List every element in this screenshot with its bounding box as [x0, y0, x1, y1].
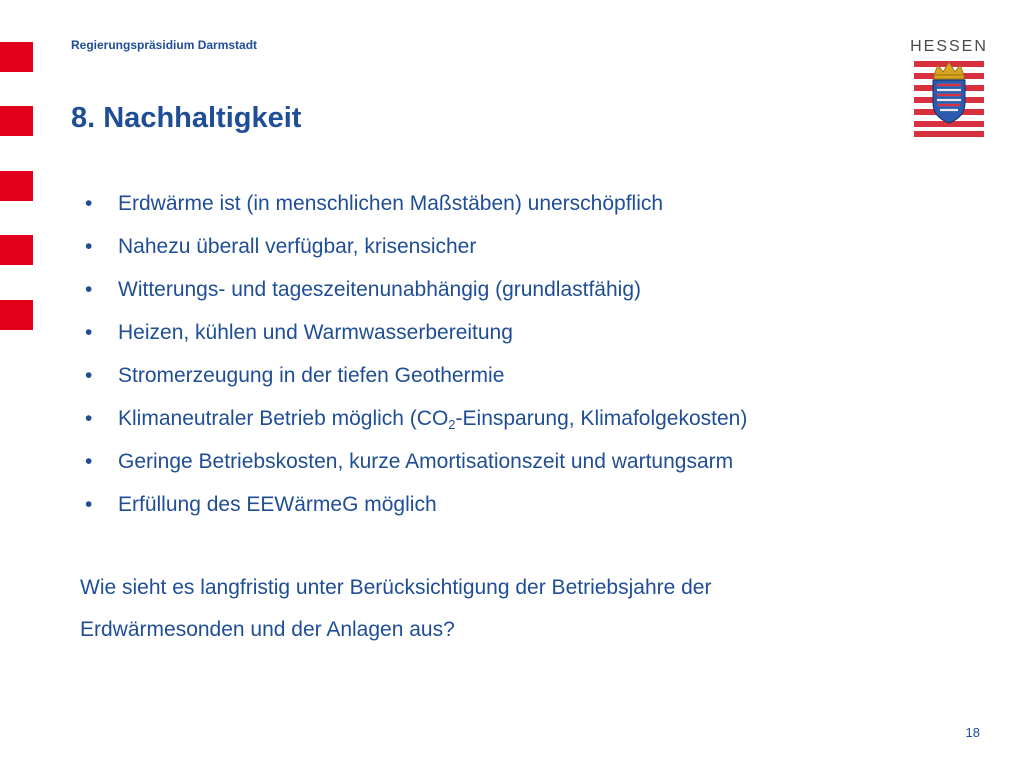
bullet-symbol: •: [85, 192, 93, 215]
bullet-text: [118, 397, 747, 440]
bullet-text: Witterungs- und tageszeitenunabhängig (grundlastfähig): [118, 278, 642, 301]
question-line: Wie sieht es langfristig unter Berücksichtigung der Betriebsjahre der: [80, 576, 712, 599]
bullet-symbol: •: [85, 450, 93, 473]
closing-question: [80, 567, 940, 651]
bullet-symbol: •: [85, 407, 93, 430]
subscript-two: 2: [448, 417, 456, 432]
bullet-text: Stromerzeugung in der tiefen Geothermie: [118, 364, 505, 387]
bullet-symbol: •: [85, 278, 93, 301]
bullet-text-part: Klimaneutraler Betrieb möglich (CO: [118, 407, 449, 430]
decorative-red-square: [0, 235, 33, 265]
decorative-red-square: [0, 300, 33, 330]
decorative-red-square: [0, 42, 33, 72]
bullet-text: Erdwärme ist (in menschlichen Maßstäben) unerschöpflich: [118, 192, 664, 215]
logo-wordmark: HESSEN: [910, 38, 988, 55]
slide-title: 8. Nachhaltigkeit: [71, 102, 302, 134]
page-number: 18: [965, 725, 980, 740]
bullet-symbol: •: [85, 364, 93, 387]
bullet-symbol: •: [85, 493, 93, 516]
bullet-symbol: •: [85, 235, 93, 258]
question-line: Erdwärmesonden und der Anlagen aus?: [80, 618, 455, 641]
bullet-text: Geringe Betriebskosten, kurze Amortisationszeit und wartungsarm: [118, 450, 734, 473]
decorative-red-square: [0, 171, 33, 201]
decorative-red-square: [0, 106, 33, 136]
bullet-text: Nahezu überall verfügbar, krisensicher: [118, 235, 477, 258]
bullet-symbol: •: [85, 321, 93, 344]
bullet-text-part: -Einsparung, Klimafolgekosten): [455, 407, 748, 430]
bullet-text: Heizen, kühlen und Warmwasserbereitung: [118, 321, 513, 344]
organization-name: Regierungspräsidium Darmstadt: [71, 38, 258, 52]
hessen-coat-of-arms-icon: [914, 59, 984, 137]
bullet-text: Erfüllung des EEWärmeG möglich: [118, 493, 437, 516]
hessen-logo: [906, 38, 992, 140]
